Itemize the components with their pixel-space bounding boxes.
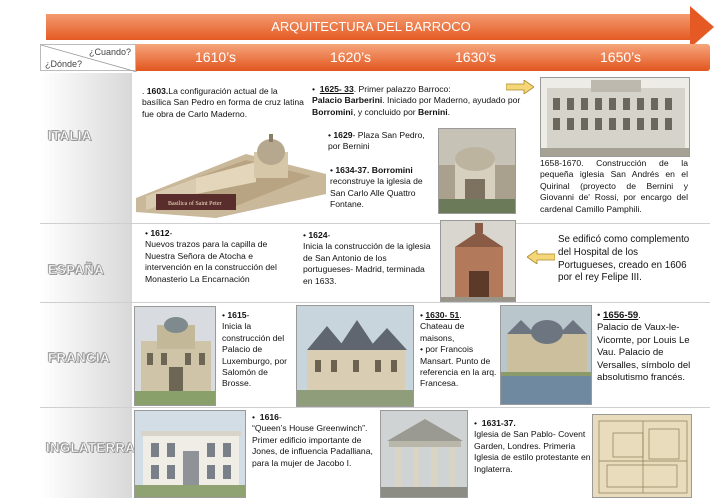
sanpedro-year: 1603. (146, 86, 169, 96)
plaza-text: - Plaza San Pedro, por Bernini (328, 130, 425, 152)
country-inglaterra: INGLATERRA (46, 440, 136, 455)
queens-entry: • 1616- “Queen’s House Greenwinch”. Primer edificio importante de Jones, de influencia Padalliana, para la mujer de Jacobo I. (252, 412, 373, 468)
luxemburgo-image (134, 306, 216, 406)
band-italia (40, 73, 132, 223)
carlo-entry: • 1634-37. Borromini reconstruye la iglesia de San Carlo Alle Quattro Fontane. (330, 165, 425, 211)
vaux-year: 1656-59 (603, 310, 639, 321)
barberini-year: 1625- 33 (319, 84, 354, 94)
barberini-entry: • 1625- 33. Primer palazzo Barroco: Palacio Barberini. Iniciado por Maderno, ayudado por Borromini, y concluido por Bernini. (312, 84, 521, 117)
queens-year: 1616 (259, 412, 279, 422)
antonio-year: 1624 (308, 230, 328, 240)
country-francia: FRANCIA (48, 350, 110, 365)
antonio-text: Inicia la construcción de la iglesia de San Antonio de los portugueses- Madrid, terminada en 1633. (303, 241, 431, 286)
row-divider (40, 407, 710, 408)
header-corner (40, 44, 136, 71)
decade-1620: 1620’s (330, 49, 372, 65)
pablo-text: Iglesia de San Pablo- Covent Garden, Londres. Primeria Iglesia de estilo protestante en Inglaterra. (474, 429, 591, 474)
basilica-caption: Basilica of Saint Peter (168, 201, 222, 207)
san-andres-image (540, 77, 690, 157)
maisons-entry: • 1630- 51. Chateau de maisons, • por Francois Mansart. Punto de referencia en la arq. Francesa. (420, 310, 497, 389)
title-banner (46, 14, 696, 40)
basilica-image (136, 134, 326, 218)
barberini-borromini: Borromini (312, 106, 354, 117)
queens-text: “Queen’s House Greenwinch”. Primer edificio importante de Jones, de influencia Padalliana, para la mujer de Jacobo I. (252, 423, 373, 468)
decade-1610: 1610’s (195, 49, 237, 65)
sanpedro-entry: . 1603.La configuración actual de la basílica San Pedro en forma de cruz latina fue obra de Carlo Maderno. (142, 86, 304, 119)
barberini-bernini: Bernini (418, 106, 448, 117)
donde-label: ¿Dónde? (45, 59, 83, 69)
luxemburgo-entry: • 1615- Inicia la construcción del Palacio de Luxemburgo, por Salomón de Brosse. (222, 310, 287, 389)
pablo-entry: • 1631-37. Iglesia de San Pablo- Covent Garden, Londres. Primeria Iglesia de estilo protestante en Inglaterra. (474, 418, 591, 474)
page-title: ARQUITECTURA DEL BARROCO (271, 19, 471, 34)
sanpedro-text: La configuración actual de la basílica San Pedro en forma de cruz latina fue obra de Carlo Maderno. (142, 86, 304, 119)
luxemburgo-text: Inicia la construcción del Palacio de Luxemburgo, por Salomón de Brosse. (222, 321, 287, 389)
arrow-right-icon (506, 80, 534, 94)
vaux-image (500, 305, 592, 405)
luxemburgo-year: 1615 (227, 310, 247, 320)
pablo-year: 1631-37. (481, 418, 516, 428)
barberini-end: . (447, 106, 451, 117)
plan-image (592, 414, 692, 498)
maisons-year: 1630- 51 (425, 310, 460, 320)
row-divider (40, 302, 710, 303)
decade-1650: 1650’s (600, 49, 642, 65)
plaza-year: 1629 (333, 130, 353, 140)
hospital-text: Se edificó como complemento del Hospital de los Portugueses, creado en 1606 por el rey Felipe III. (558, 234, 690, 284)
timeline-arrow-icon (690, 6, 714, 48)
san-carlo-image (438, 128, 516, 214)
barberini-text2: , y concluido por (353, 106, 416, 117)
barberini-text1: . Iniciado por Maderno, ayudado por (382, 95, 521, 106)
antonio-entry: • 1624- Inicia la construcción de la iglesia de San Antonio de los portugueses- Madrid, terminada en 1633. (303, 230, 431, 286)
barberini-name: Palacio Barberini (312, 95, 383, 106)
queens-house-image (134, 410, 246, 498)
plaza-entry: • 1629- Plaza San Pedro, por Bernini (328, 130, 425, 152)
country-espana: ESPAÑA (48, 262, 105, 277)
cuando-label: ¿Cuando? (88, 47, 131, 57)
barberini-intro: . Primer palazzo Barroco: (353, 84, 451, 94)
quirinal-entry (540, 158, 688, 215)
country-italia: ITALIA (48, 128, 92, 143)
covent-garden-image (380, 410, 468, 498)
maisons-text2: por Francois Mansart. Punto de referencia en la arq. Francesa. (420, 344, 497, 389)
atocha-text: Nuevos trazos para la capilla de Nuestra Señora de Atocha e intervención en la construcción del Monasterio La Encarnación (145, 239, 277, 284)
hospital-entry (558, 234, 696, 285)
row-divider (40, 223, 710, 224)
carlo-name: Borromini (371, 165, 413, 175)
atocha-entry: • 1612- Nuevos trazos para la capilla de Nuestra Señora de Atocha e intervención en la construcción del Monasterio La Encarnación (145, 228, 277, 284)
atocha-year: 1612 (150, 228, 170, 238)
decade-1630: 1630’s (455, 49, 497, 65)
san-antonio-image (440, 220, 516, 302)
maisons-text: Chateau de maisons, (420, 321, 465, 343)
vaux-entry: • 1656-59. Palacio de Vaux-le-Vicomte, por Louis Le Vau. Palacio de Versalles, símbolo del absolutismo francés. (597, 310, 691, 384)
quirinal-text: 1658-1670. Construcción de la pequeña iglesia San Andrés en el Quirinal (proyecto de Bernini y Giovanni de' Rossi, por encargo del cardenal Camillo Pamphili. (540, 158, 688, 214)
arrow-left-icon (527, 250, 555, 264)
maisons-image (296, 305, 414, 407)
carlo-year: 1634-37. (335, 165, 370, 175)
carlo-text: reconstruye la iglesia de San Carlo Alle Quattro Fontane. (330, 176, 423, 210)
vaux-text: Palacio de Vaux-le-Vicomte, por Louis Le Vau. Palacio de Versalles, símbolo del absolutismo francés. (597, 322, 691, 384)
